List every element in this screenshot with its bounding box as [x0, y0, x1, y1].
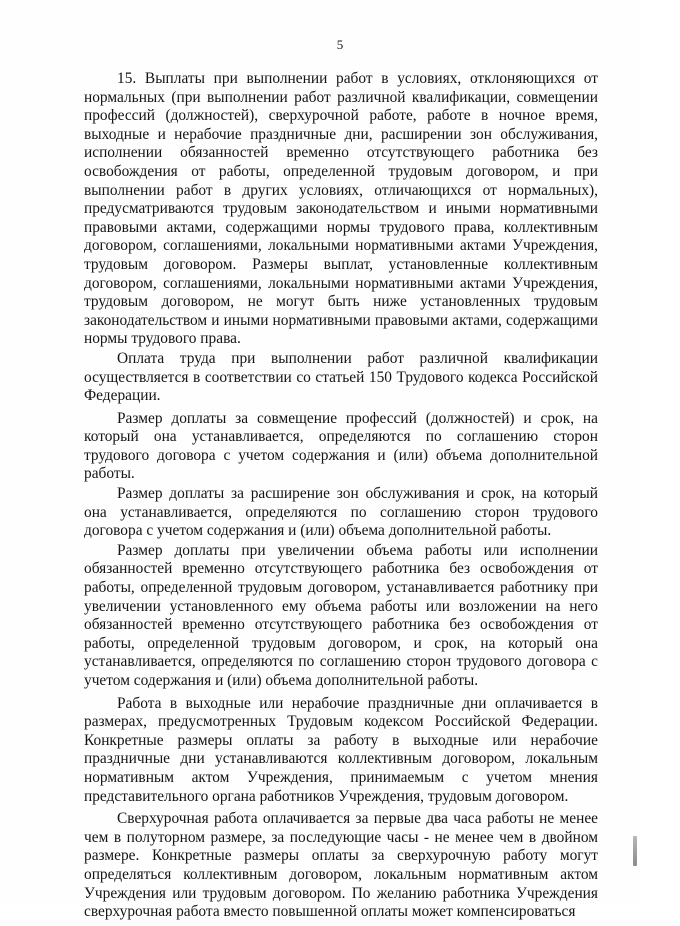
paragraph-holiday-work: Работа в выходные или нерабочие праздничные дни оплачивается в размерах, предусмотренных Трудовым кодексом Российской Федерации. Конкретные размеры оплаты за работу в выходные или нерабочие праздничные дни устанавливаются коллективным договором, локальным нормативным актом Учреждения, принимаемым с учетом мнения представительного органа работников Учреждения, трудовым договором. — [84, 694, 598, 805]
scan-edge-mark — [633, 836, 637, 866]
page-number: 5 — [336, 37, 344, 52]
paragraph-combined-professions: Размер доплаты за совмещение профессий (должностей) и срок, на который она устанавливается, определяются по соглашению сторон трудового договора с учетом содержания и (или) объема дополнительной работы. — [84, 409, 598, 483]
paragraph-absent-worker: Размер доплаты при увеличении объема работы или исполнении обязанностей временно отсутствующего работника без освобождения от работы, определенной трудовым договором, устанавливается работнику при увеличении установленного ему объема работы или возложении на него обязанностей временно отсутствующего работника без освобождения от работы, определенной трудовым договором, и срок, на который она устанавливается, определяются по соглашению сторон трудового договора с учетом содержания и (или) объема дополнительной работы. — [84, 541, 598, 689]
paragraph-qualification-pay: Оплата труда при выполнении работ различной квалификации осуществляется в соответствии со статьей 150 Трудового кодекса Российской Федерации. — [84, 349, 598, 405]
paragraph-service-zones: Размер доплаты за расширение зон обслуживания и срок, на который она устанавливается, определяются по соглашению сторон трудового договора с учетом содержания и (или) объема дополнительной работы. — [84, 485, 598, 540]
paragraph-15-outline: 15. Выплаты при выполнении работ в условиях, отклоняющихся от нормальных (при выполнении работ различной квалификации, совмещении профессий (должностей), сверхурочной работе, работе в ночное время, выходные и нерабочие праздничные дни, расширении зон обслуживания, исполнении обязанностей временно отсутствующего работника без освобождения от работы, определенной трудовым договором, и при выполнении работ в других условиях, отличающихся от нормальных), предусматриваются трудовым законодательством и иными нормативными правовыми актами, содержащими нормы трудового права, коллективным договором, соглашениями, локальными нормативными актами Учреждения, трудовым договором. Размеры выплат, установленные коллективным договором, соглашениями, локальными нормативными актами Учреждения, трудовым договором, не могут быть ниже установленных трудовым законодательством и иными нормативными правовыми актами, содержащими нормы трудового права. — [84, 70, 598, 348]
paragraph-overtime: Сверхурочная работа оплачивается за первые два часа работы не менее чем в полуторном размере, за последующие часы - не менее чем в двойном размере. Конкретные размеры оплаты за сверхурочную работу могут определяться коллективным договором, локальным нормативным актом Учреждения или трудовым договором. По желанию работника Учреждения сверхурочная работа вместо повышенной оплаты может компенсироваться — [84, 810, 598, 921]
document-body — [84, 70, 598, 926]
